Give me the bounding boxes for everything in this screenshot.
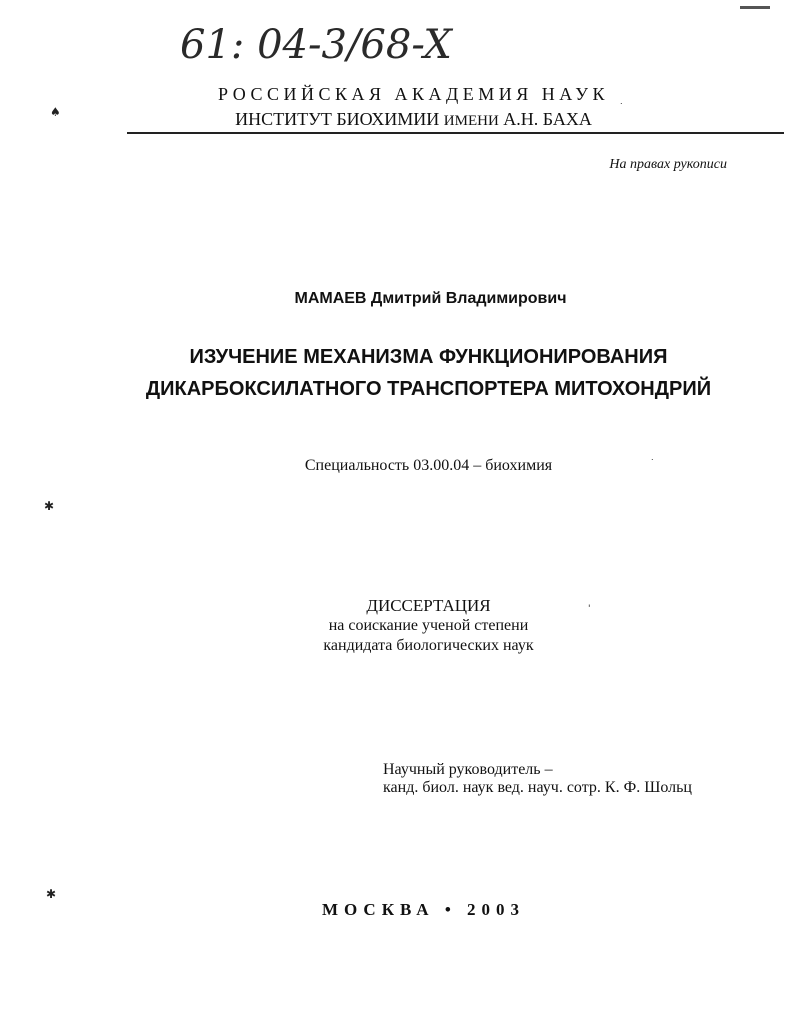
- scan-speck: ✱: [44, 499, 55, 513]
- scan-speck: ♠: [50, 105, 61, 119]
- handwritten-archive-code: [178, 14, 478, 74]
- author-name: МАМАЕВ Дмитрий Владимирович: [294, 290, 567, 307]
- header-rule: [127, 132, 784, 134]
- institute-prefix: ИНСТИТУТ БИОХИМИИ: [235, 109, 444, 129]
- title-line-1: ИЗУЧЕНИЕ МЕХАНИЗМА ФУНКЦИОНИРОВАНИЯ: [189, 346, 668, 368]
- institute-middle: ИМЕНИ: [443, 113, 499, 129]
- dissertation-label: ДИССЕРТАЦИЯ: [366, 596, 491, 615]
- city-year: МОСКВА • 2003: [321, 900, 526, 919]
- advisor-label: Научный руководитель –: [383, 761, 553, 778]
- scan-speck: ✱: [46, 887, 57, 901]
- specialty: Специальность 03.00.04 – биохимия: [304, 457, 553, 474]
- scan-speck: .: [651, 453, 654, 462]
- scan-mark: [740, 6, 770, 9]
- dissertation-field-line: кандидата биологических наук: [323, 637, 534, 654]
- rights-note: На правах рукописи: [609, 157, 727, 172]
- academy-name: РОССИЙСКАЯ АКАДЕМИЯ НАУК: [218, 84, 609, 104]
- scan-speck: .: [620, 97, 623, 106]
- scan-speck: ': [588, 604, 591, 614]
- dissertation-degree-line: на соискание ученой степени: [328, 617, 529, 634]
- institute-name: [0, 109, 797, 130]
- title-line-2: ДИКАРБОКСИЛАТНОГО ТРАНСПОРТЕРА МИТОХОНДРИЙ: [145, 378, 712, 400]
- institute-suffix: А.Н. БАХА: [498, 109, 592, 129]
- advisor-name: канд. биол. наук вед. науч. сотр. К. Ф. Шольц: [383, 779, 692, 796]
- archive-code-text: 61: 04-3/68-X: [180, 22, 452, 68]
